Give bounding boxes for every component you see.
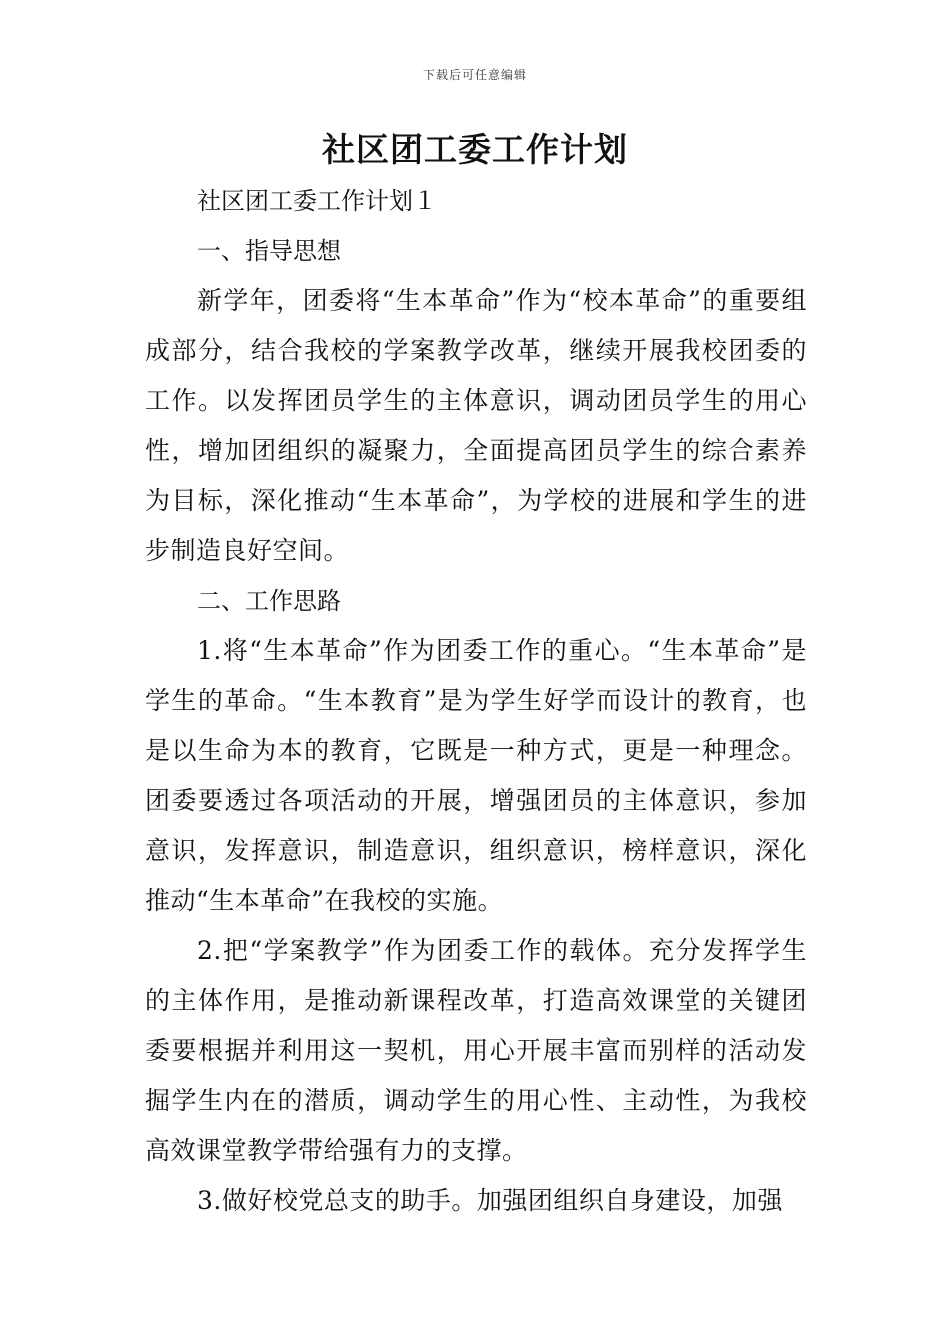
paragraph-item-3: 3.做好校党总支的助手。加强团组织自身建设，加强 — [197, 1186, 783, 1215]
paragraph-item-1: 1.将“生本革命”作为团委工作的重心。“生本革命”是学生的革命。“生本教育”是为学生好学而设计的教育，也是以生命为本的教育，它既是一种方式，更是一种理念。团委要透过各项活动的开展，增强团员的主体意识，参加意识，发挥意识，制造意识，组织意识，榜样意识，深化推动“生本革命”在我校的实施。 — [145, 636, 807, 915]
paragraph-item-2: 2.把“学案教学”作为团委工作的载体。充分发挥学生的主体作用，是推动新课程改革，打造高效课堂的关键团委要根据并利用这一契机，用心开展丰富而别样的活动发掘学生内在的潜质，调动学生的用心性、主动性，为我校高效课堂教学带给强有力的支撑。 — [145, 936, 807, 1165]
document-title: 社区团工委工作计划 — [322, 130, 628, 169]
document-subtitle: 社区团工委工作计划１ — [197, 187, 437, 215]
page-header-note: 下载后可任意编辑 — [422, 68, 527, 82]
section-heading-work-approach: 二、工作思路 — [197, 587, 341, 615]
section-heading-guiding-ideology: 一、指导思想 — [197, 237, 341, 265]
paragraph-guiding-ideology: 新学年，团委将“生本革命”作为“校本革命”的重要组成部分，结合我校的学案教学改革，继续开展我校团委的工作。以发挥团员学生的主体意识，调动团员学生的用心性，增加团组织的凝聚力，全面提高团员学生的综合素养为目标，深化推动“生本革命”，为学校的进展和学生的进步制造良好空间。 — [145, 286, 807, 565]
document-body — [145, 176, 807, 1226]
